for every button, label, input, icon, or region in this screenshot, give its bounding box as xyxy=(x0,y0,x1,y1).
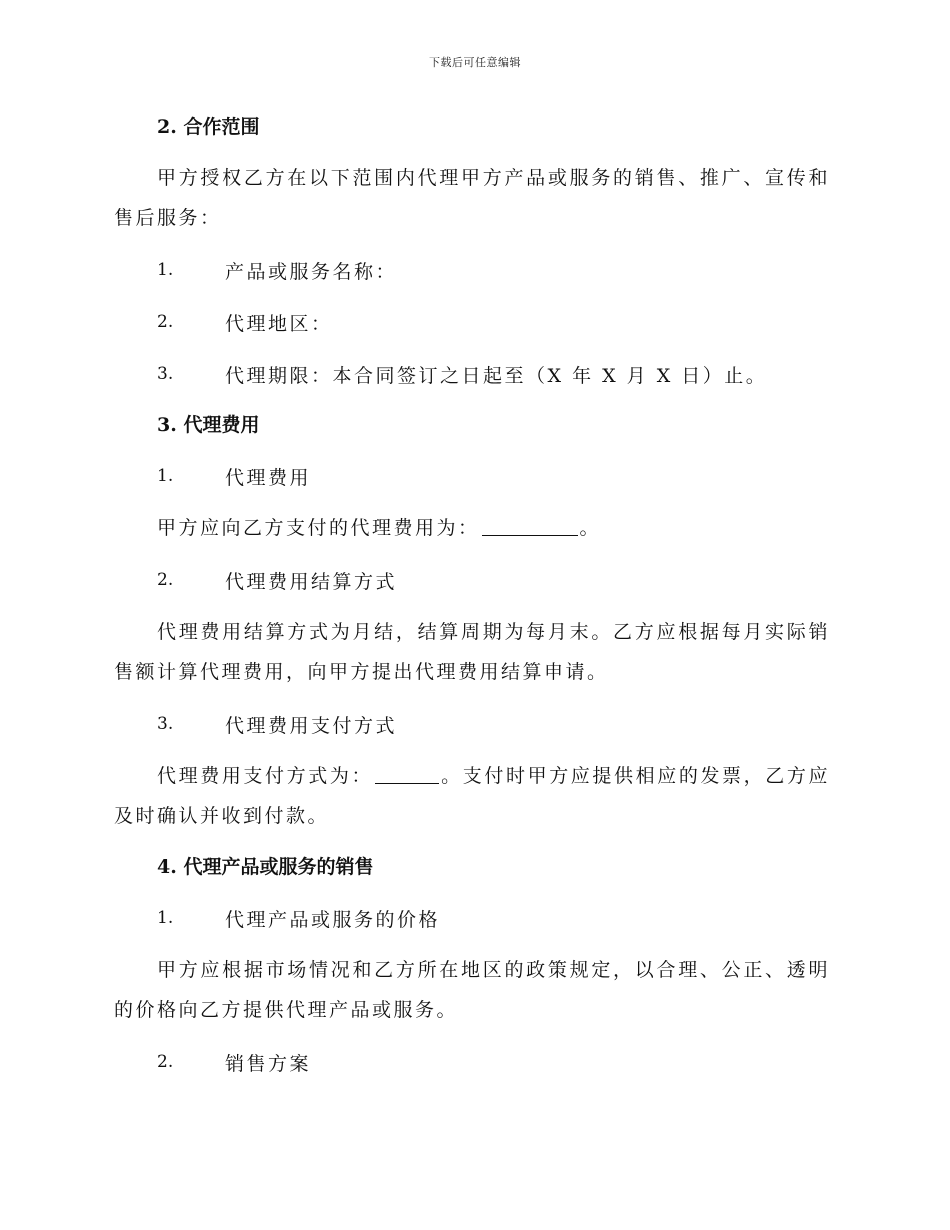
list-item-number: 1. xyxy=(157,260,174,280)
fee-amount-blank xyxy=(482,534,578,536)
list-item-label: 产品或服务名称： xyxy=(225,260,398,283)
list-item xyxy=(114,704,830,744)
list-item xyxy=(114,560,830,600)
fee-text-before: 甲方应向乙方支付的代理费用为： xyxy=(157,517,480,539)
list-item-number: 2. xyxy=(157,312,174,332)
list-item-label: 代理费用支付方式 xyxy=(225,714,398,737)
list-item-number: 3. xyxy=(157,714,174,734)
list-item xyxy=(114,456,830,496)
list-item xyxy=(114,1042,830,1082)
list-item-label: 代理产品或服务的价格 xyxy=(225,908,441,931)
scope-intro-paragraph: 甲方授权乙方在以下范围内代理甲方产品或服务的销售、推广、宣传和售后服务： xyxy=(114,167,830,229)
list-item xyxy=(114,898,830,938)
pay-text-before: 代理费用支付方式为： xyxy=(157,765,374,787)
list-item xyxy=(114,302,830,342)
list-item-label: 销售方案 xyxy=(225,1052,312,1075)
list-item-label: 代理地区： xyxy=(225,312,333,335)
section-heading-fees: 3. 代理费用 xyxy=(157,414,260,436)
settlement-paragraph: 代理费用结算方式为月结，结算周期为每月末。乙方应根据每月实际销售额计算代理费用，向甲方提出代理费用结算申请。 xyxy=(114,621,830,683)
payment-paragraph xyxy=(114,756,830,836)
list-item-number: 1. xyxy=(157,908,174,928)
payment-method-blank xyxy=(375,782,439,784)
list-item xyxy=(114,354,830,394)
pay-text-after: 。支付时甲方应提供相应的发票，乙方应及时确认并收到付款。 xyxy=(114,765,830,827)
page-header: 下载后可任意编辑 xyxy=(429,56,521,69)
list-item-label: 代理期限：本合同签订之日起至（X 年 X 月 X 日）止。 xyxy=(225,364,768,387)
list-item-number: 2. xyxy=(157,570,174,590)
list-item-number: 3. xyxy=(157,364,174,384)
list-item-number: 1. xyxy=(157,466,174,486)
list-item-label: 代理费用 xyxy=(225,466,312,489)
fee-amount-paragraph xyxy=(114,508,830,548)
pricing-paragraph: 甲方应根据市场情况和乙方所在地区的政策规定，以合理、公正、透明的价格向乙方提供代理产品或服务。 xyxy=(114,959,830,1021)
list-item xyxy=(114,250,830,290)
list-item-number: 2. xyxy=(157,1052,174,1072)
section-heading-scope: 2. 合作范围 xyxy=(157,116,260,138)
document-body xyxy=(114,108,830,1082)
fee-text-after: 。 xyxy=(579,517,602,539)
section-heading-sales: 4. 代理产品或服务的销售 xyxy=(157,856,374,878)
list-item-label: 代理费用结算方式 xyxy=(225,570,398,593)
